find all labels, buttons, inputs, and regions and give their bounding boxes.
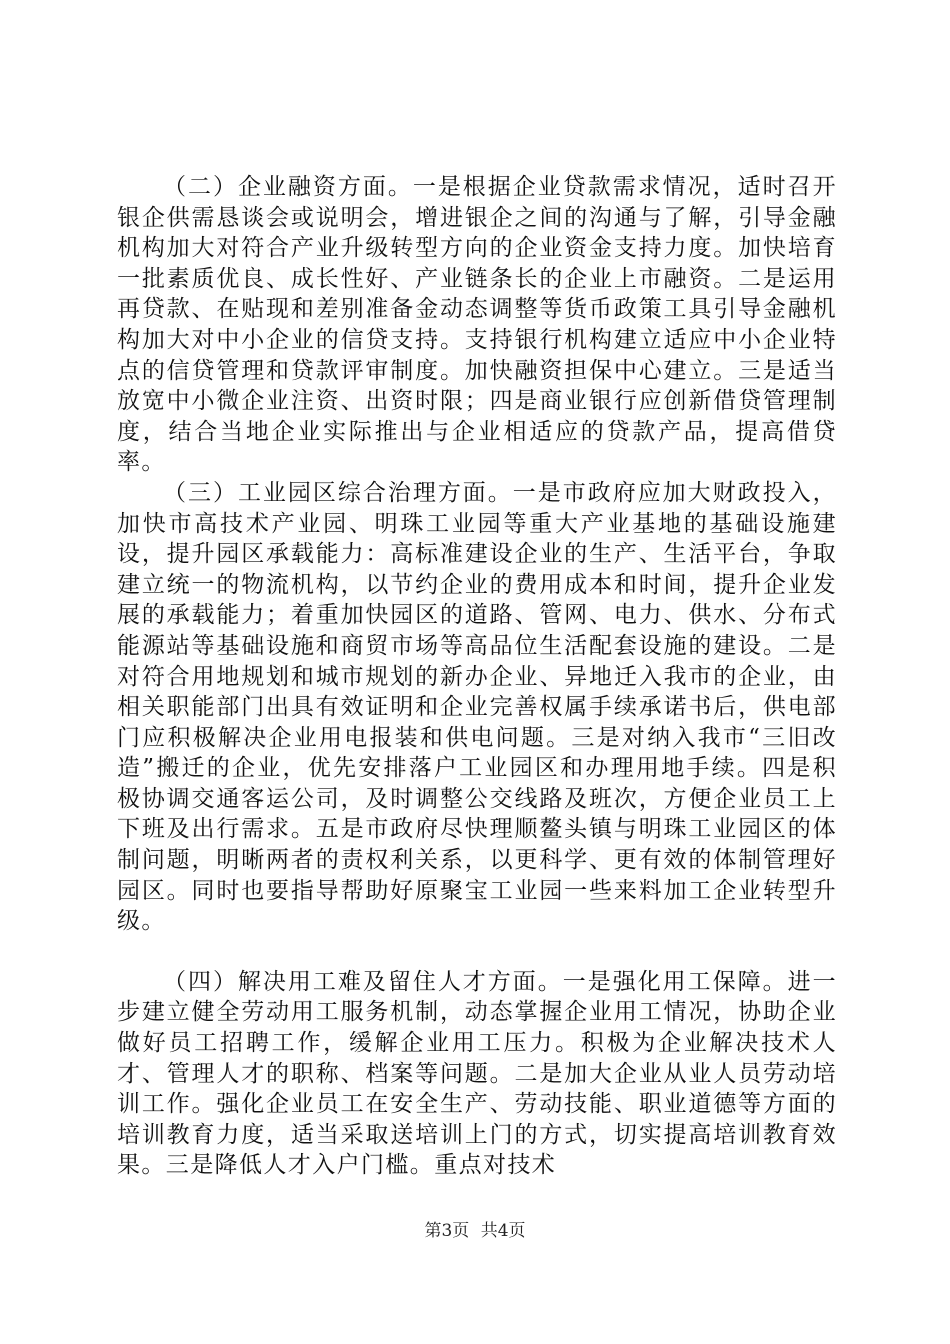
- total-pages: 共4页: [480, 1221, 526, 1241]
- paragraph-industrial-park: （三）工业园区综合治理方面。一是市政府应加大财政投入，加快市高技术产业园、明珠工业园等重大产业基地的基础设施建设，提升园区承载能力：高标准建设企业的生产、生活平台，争取建立统一的物流机构，以节约企业的费用成本和时间，提升企业发展的承载能力；着重加快园区的道路、管网、电力、供水、分布式能源站等基础设施和商贸市场等高品位生活配套设施的建设。二是对符合用地规划和城市规划的新办企业、异地迁入我市的企业，由相关职能部门出具有效证明和企业完善权属手续承诺书后，供电部门应积极解决企业用电报装和供电问题。三是对纳入我市“三旧改造”搬迁的企业，优先安排落户工业园区和办理用地手续。四是积极协调交通客运公司，及时调整公交线路及班次，方便企业员工上下班及出行需求。五是市政府尽快理顺鳌头镇与明珠工业园区的体制问题，明晰两者的责权利关系，以更科学、更有效的体制管理好园区。同时也要指导帮助好原聚宝工业园一些来料加工企业转型升级。: [117, 479, 837, 935]
- paragraph-spacer: [117, 937, 837, 967]
- paragraph-labor-talent: （四）解决用工难及留住人才方面。一是强化用工保障。进一步建立健全劳动用工服务机制，动态掌握企业用工情况，协助企业做好员工招聘工作，缓解企业用工压力。积极为企业解决技术人才、管理人才的职称、档案等问题。二是加大企业从业人员劳动培训工作。强化企业员工在安全生产、劳动技能、职业道德等方面的培训教育力度，适当采取送培训上门的方式，切实提高培训教育效果。三是降低人才入户门槛。重点对技术: [117, 968, 837, 1179]
- paragraph-financing: （二）企业融资方面。一是根据企业贷款需求情况，适时召开银企供需恳谈会或说明会，增进银企之间的沟通与了解，引导金融机构加大对符合产业升级转型方向的企业资金支持力度。加快培育一批素质优良、成长性好、产业链条长的企业上市融资。二是运用再贷款、在贴现和差别准备金动态调整等货币政策工具引导金融机构加大对中小企业的信贷支持。支持银行机构建立适应中小企业特点的信贷管理和贷款评审制度。加快融资担保中心建立。三是适当放宽中小微企业注资、出资时限；四是商业银行应创新借贷管理制度，结合当地企业实际推出与企业相适应的贷款产品，提高借贷率。: [117, 174, 837, 476]
- document-body: [117, 172, 837, 1181]
- page-number: 第3页: [424, 1221, 470, 1241]
- page-footer: [0, 1216, 950, 1241]
